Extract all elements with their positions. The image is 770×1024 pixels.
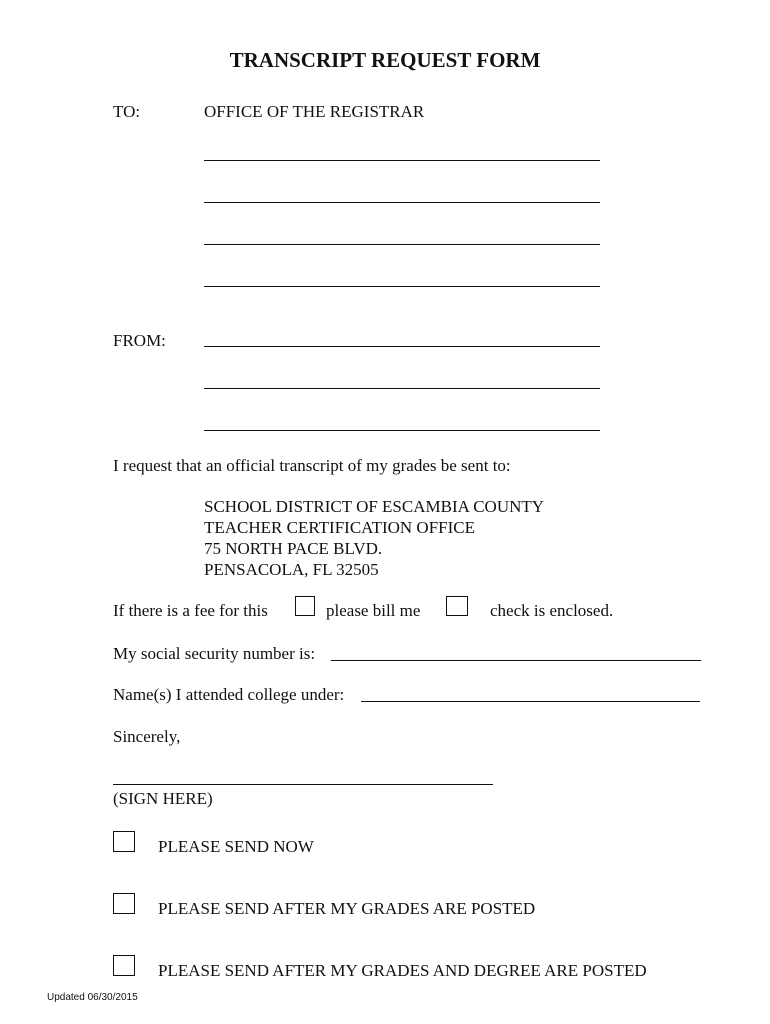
to-address-line-1[interactable] <box>204 160 600 161</box>
from-line-3[interactable] <box>204 430 600 431</box>
updated-date: Updated 06/30/2015 <box>47 992 138 1003</box>
check-enclosed-label: check is enclosed. <box>490 601 614 620</box>
recipient-line-4: PENSACOLA, FL 32505 <box>204 560 379 579</box>
send-after-grades-degree-checkbox[interactable] <box>113 955 135 976</box>
to-office: OFFICE OF THE REGISTRAR <box>204 102 425 121</box>
request-text: I request that an official transcript of my grades be sent to: <box>113 456 511 475</box>
ssn-label: My social security number is: <box>113 644 316 663</box>
sign-here-label: (SIGN HERE) <box>113 789 213 808</box>
bill-me-label: please bill me <box>326 601 421 620</box>
bill-me-checkbox[interactable] <box>295 596 315 616</box>
signature-line[interactable] <box>113 784 493 785</box>
closing-text: Sincerely, <box>113 727 181 746</box>
to-label: TO: <box>113 102 141 121</box>
recipient-line-2: TEACHER CERTIFICATION OFFICE <box>204 518 475 537</box>
names-field[interactable] <box>361 701 700 702</box>
fee-text: If there is a fee for this <box>113 601 268 620</box>
recipient-line-1: SCHOOL DISTRICT OF ESCAMBIA COUNTY <box>204 497 545 516</box>
send-after-grades-degree-label: PLEASE SEND AFTER MY GRADES AND DEGREE ARE POSTED <box>158 961 647 980</box>
check-enclosed-checkbox[interactable] <box>446 596 468 616</box>
from-label: FROM: <box>113 331 166 350</box>
to-address-line-4[interactable] <box>204 286 600 287</box>
to-address-line-2[interactable] <box>204 202 600 203</box>
send-after-grades-checkbox[interactable] <box>113 893 135 914</box>
to-address-line-3[interactable] <box>204 244 600 245</box>
send-after-grades-label: PLEASE SEND AFTER MY GRADES ARE POSTED <box>158 899 536 918</box>
names-label: Name(s) I attended college under: <box>113 685 345 704</box>
form-title: TRANSCRIPT REQUEST FORM <box>229 48 541 72</box>
from-line-2[interactable] <box>204 388 600 389</box>
ssn-field[interactable] <box>331 660 701 661</box>
send-now-checkbox[interactable] <box>113 831 135 852</box>
from-line-1[interactable] <box>204 346 600 347</box>
recipient-line-3: 75 NORTH PACE BLVD. <box>204 539 383 558</box>
send-now-label: PLEASE SEND NOW <box>158 837 314 856</box>
